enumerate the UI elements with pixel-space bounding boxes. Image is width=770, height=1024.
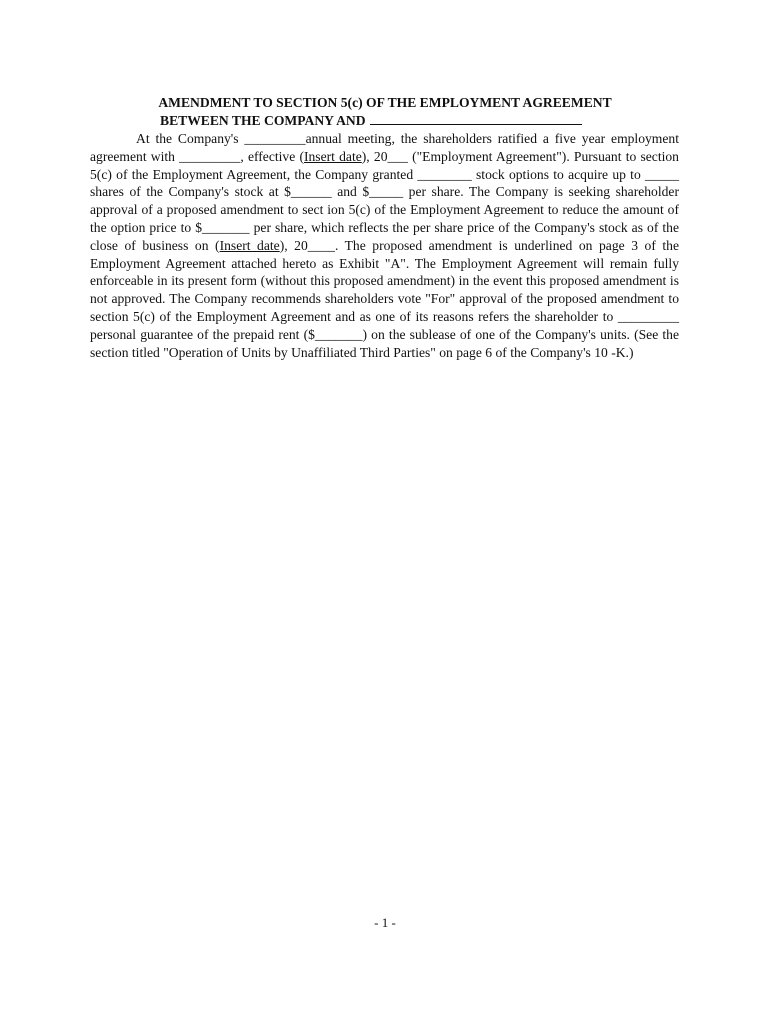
document-title	[90, 94, 680, 130]
title-line-1: AMENDMENT TO SECTION 5(c) OF THE EMPLOYMENT AGREEMENT	[158, 95, 612, 110]
body-text-part-1: At the Company's _________annual meeting, the shareholders ratified a five year employment agreement with _________, effective (	[90, 131, 679, 164]
title-line-2	[90, 112, 680, 130]
title-line-2-text: BETWEEN THE COMPANY AND	[160, 113, 366, 128]
body-text-part-3: ), 20____. The proposed amendment is underlined on page 3 of the Employment Agreement attached hereto as Exhibit "A". The Employment Agreement will remain fully enforceable in its present form (without this proposed amendment) in the event this proposed amendment is not approved. The Company recommends shareholders vote "For" approval of the proposed amendment to section 5(c) of the Employment Agreement and as one of its reasons refers the shareholder to _________ personal guarantee of the prepaid rent ($_______) on the sublease of one of the Company's units. (See the section titled "Operation of Units by Unaffiliated Third Parties" on page 6 of the Company's 10 -K.)	[90, 237, 679, 360]
insert-date-placeholder-2: Insert date	[219, 237, 280, 253]
title-blank-line	[370, 112, 582, 125]
body-text-part-2: ), 20___ ("Employment Agreement"). Pursuant to section 5(c) of the Employment Agreement, the Company granted ________ stock options to acquire up to _____ shares of the Company's stock at $______ and $_____ per share. The Company is seeking shareholder approval of a proposed amendment to sect ion 5(c) of the Employment Agreement to reduce the amount of the option price to $_______ per share, which reflects the per share price of the Company's stock as of the close of business on (	[90, 148, 679, 253]
page-number: - 1 -	[374, 915, 396, 930]
insert-date-placeholder-1: Insert date	[303, 148, 362, 164]
body-paragraph	[90, 130, 679, 361]
